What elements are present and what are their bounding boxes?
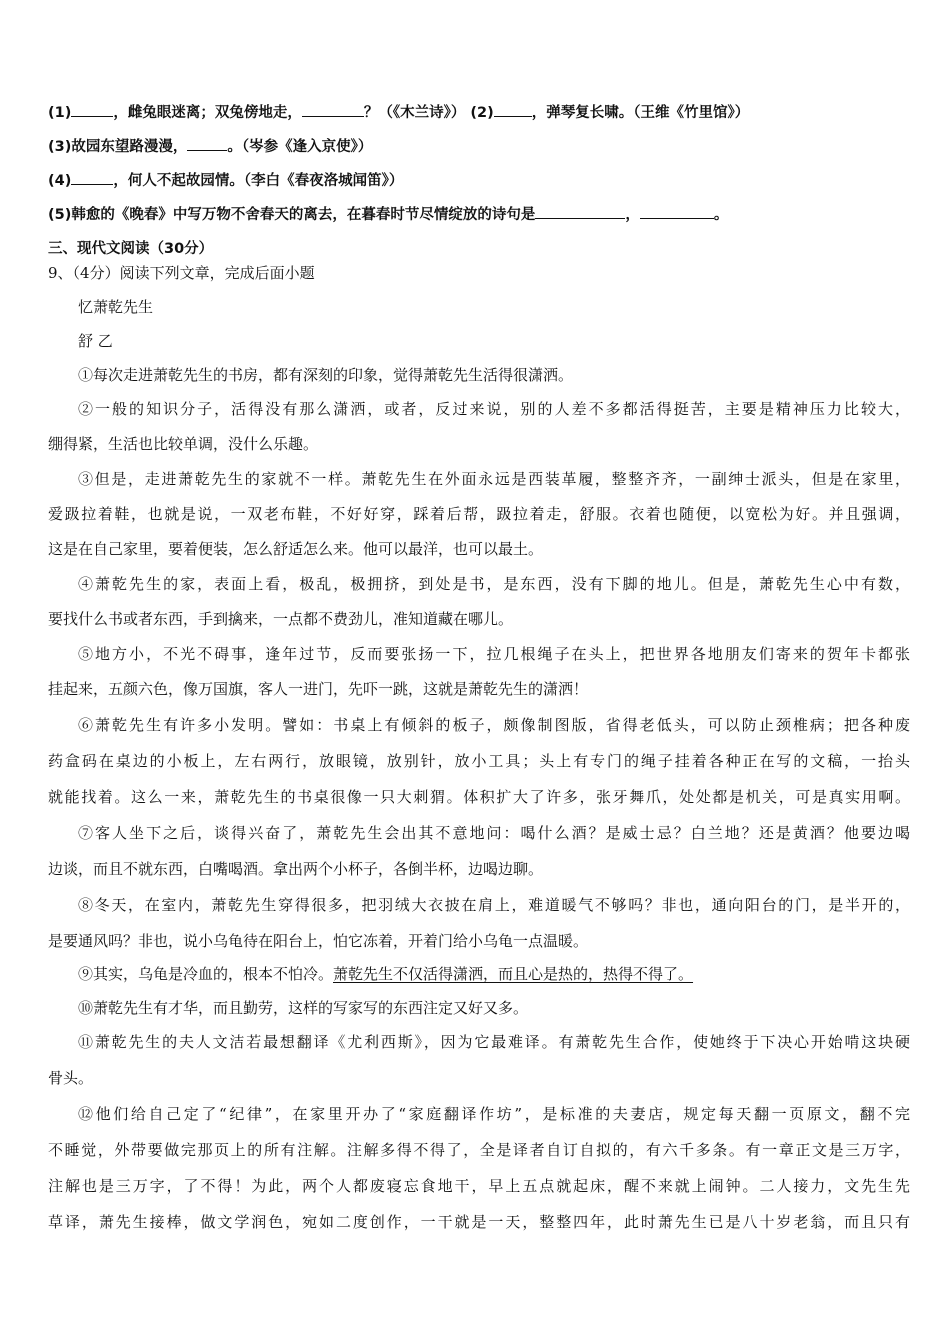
paragraph-line: ⑦客人坐下之后，谈得兴奋了，萧乾先生会出其不意地问：喝什么酒？是威士忌？白兰地？还是黄酒？他要边喝	[78, 824, 910, 842]
article-author: 舒 乙	[78, 332, 113, 350]
paragraph-line: ⑩萧乾先生有才华，而且勤劳，这样的写家写的东西注定又好又多。	[78, 999, 529, 1017]
answer-blank[interactable]	[71, 169, 113, 185]
paragraph-line: 是要通风吗？非也，说小乌龟待在阳台上，怕它冻着，开着门给小乌龟一点温暖。	[48, 932, 589, 950]
paragraph-line: 爱趿拉着鞋，也就是说，一双老布鞋，不好好穿，踩着后帮，趿拉着走，舒服。衣着也随便，以宽松为好。并且强调，	[48, 505, 910, 523]
answer-blank[interactable]	[71, 101, 113, 117]
paragraph-line: ⑫他们给自己定了“纪律”，在家里开办了“家庭翻译作坊”，是标准的夫妻店，规定每天翻一页原文，翻不完	[78, 1105, 910, 1123]
paragraph-line: 骨头。	[48, 1069, 94, 1087]
paragraph-line: ④萧乾先生的家，表面上看，极乱，极拥挤，到处是书，是东西，没有下脚的地儿。但是，萧乾先生心中有数，	[78, 575, 910, 593]
answer-blank[interactable]	[640, 203, 714, 219]
q8-line-2: (3)故园东望路漫漫， 。（岑参《逢入京使》）	[48, 135, 910, 158]
answer-blank[interactable]	[302, 101, 364, 117]
q8-line-1: (1) ，雌兔眼迷离；双兔傍地走， ？（《木兰诗》） (2) ，弹琴复长啸。（王维《竹里馆》）	[48, 101, 910, 124]
paragraph-line: ⑤地方小，不光不碍事，逢年过节，反而要张扬一下，拉几根绳子在头上，把世界各地朋友们寄来的贺年卡都张	[78, 645, 910, 663]
paragraph-line: 就能找着。这么一来，萧乾先生的书桌很像一只大刺猬。体积扩大了许多，张牙舞爪，处处都是机关，可是真实用啊。	[48, 788, 910, 806]
paragraph-line: 注解也是三万字，了不得！为此，两个人都废寝忘食地干，早上五点就起床，醒不来就上闹钟。二人接力，文先生先	[48, 1177, 910, 1195]
article-title: 忆萧乾先生	[78, 298, 154, 316]
paragraph-line: 不睡觉，外带要做完那页上的所有注解。注解多得不得了，全是译者自订自拟的，有六千多条。有一章正文是三万字，	[48, 1141, 910, 1159]
answer-blank[interactable]	[535, 203, 625, 219]
section-heading: 三、现代文阅读（30分）	[48, 241, 214, 257]
paragraph-9: ⑨其实，乌龟是冷血的，根本不怕冷。萧乾先生不仅活得潇洒，而且心是热的，热得不得了。	[78, 965, 694, 983]
paragraph-line: ②一般的知识分子，活得没有那么潇洒，或者，反过来说，别的人差不多都活得挺苦，主要是精神压力比较大，	[78, 400, 910, 418]
underlined-sentence: 萧乾先生不仅活得潇洒，而且心是热的，热得不得了。	[333, 965, 694, 983]
paragraph-line: ⑥萧乾先生有许多小发明。譬如：书桌上有倾斜的板子，颇像制图版，省得老低头，可以防止颈椎病；把各种废	[78, 716, 910, 734]
paragraph-line: ⑧冬天，在室内，萧乾先生穿得很多，把羽绒大衣披在肩上，难道暖气不够吗？非也，通向阳台的门，是半开的，	[78, 896, 910, 914]
paragraph-line: 挂起来，五颜六色，像万国旗，客人一进门，先吓一跳，这就是萧乾先生的潇洒！	[48, 680, 589, 698]
q8-line-4: (5)韩愈的《晚春》中写万物不舍春天的离去，在暮春时节尽情绽放的诗句是 ， 。	[48, 203, 910, 226]
paragraph-line: ⑪萧乾先生的夫人文洁若最想翻译《尤利西斯》，因为它最难译。有萧乾先生合作，使她终于下决心开始啃这块硬	[78, 1033, 910, 1051]
paragraph-line: 草译，萧先生接棒，做文学润色，宛如二度创作，一干就是一天，整整四年，此时萧先生已是八十岁老翁，而且只有	[48, 1213, 910, 1231]
paragraph-line: 要找什么书或者东西，手到擒来，一点都不费劲儿，准知道藏在哪儿。	[48, 610, 514, 628]
q8-line-3: (4) ，何人不起故园情。（李白《春夜洛城闻笛》）	[48, 169, 910, 192]
paragraph-line: 这是在自己家里，要着便装，怎么舒适怎么来。他可以最洋，也可以最土。	[48, 540, 544, 558]
paragraph-line: ③但是，走进萧乾先生的家就不一样。萧乾先生在外面永远是西装革履，整整齐齐，一副绅士派头，但是在家里，	[78, 470, 910, 488]
paragraph-line: 绷得紧，生活也比较单调，没什么乐趣。	[48, 435, 319, 453]
paragraph-line: 药盒码在桌边的小板上，左右两行，放眼镜，放别针，放小工具；头上有专门的绳子挂着各种正在写的文稿，一抬头	[48, 752, 910, 770]
answer-blank[interactable]	[187, 135, 227, 151]
question-prompt: 9、（4分）阅读下列文章，完成后面小题	[48, 264, 315, 282]
paragraph-line: ①每次走进萧乾先生的书房，都有深刻的印象，觉得萧乾先生活得很潇洒。	[78, 366, 574, 384]
paragraph-line: 边谈，而且不就东西，白嘴喝酒。拿出两个小杯子，各倒半杯，边喝边聊。	[48, 860, 544, 878]
answer-blank[interactable]	[494, 101, 532, 117]
